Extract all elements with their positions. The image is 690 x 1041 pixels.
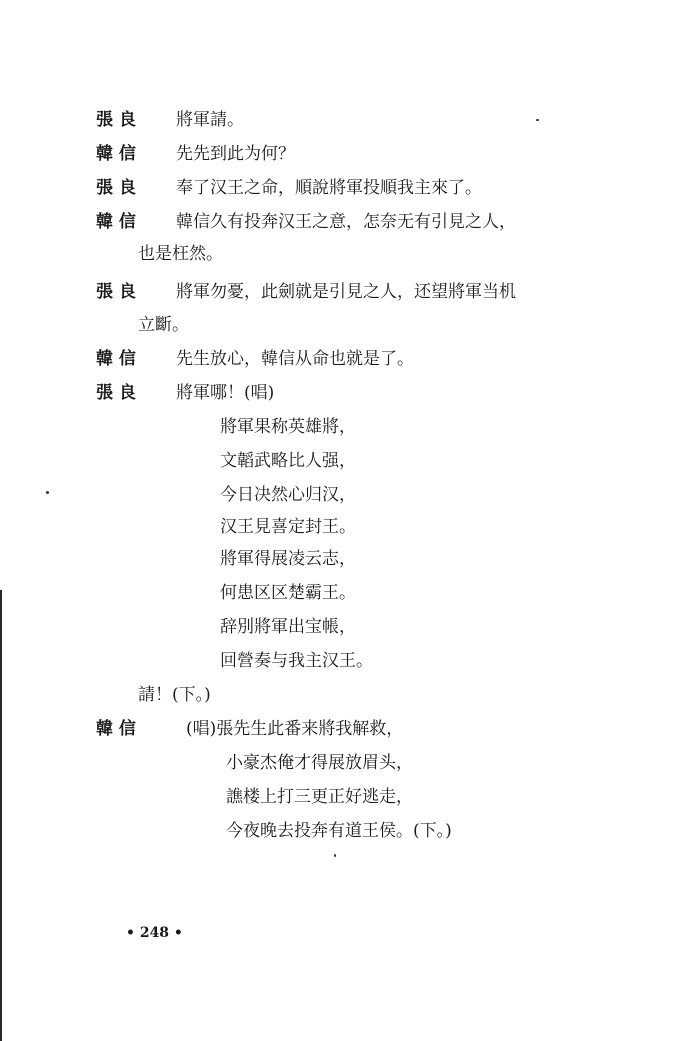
dialogue-text: 將軍勿憂，此劍就是引見之人，还望將軍当机 [176, 282, 516, 302]
dialogue-text: 將軍哪！(唱) [176, 383, 275, 403]
dialogue-text: 先生放心，韓信从命也就是了。 [176, 349, 414, 369]
speaker-label: 張 良 [96, 110, 136, 130]
song-verse: 將軍得展凌云志， [220, 549, 356, 569]
dialogue-text: 先先到此为何？ [176, 144, 295, 164]
song-verse: 辞別將軍出宝帳， [220, 617, 356, 637]
song-verse: 汉王見喜定封王。 [220, 517, 356, 537]
dialogue-text: 將軍請。 [176, 110, 244, 130]
page-number: • 248 • [126, 925, 183, 941]
stage-direction: 請！(下。) [138, 685, 211, 705]
song-verse: 回營奏与我主汉王。 [220, 651, 373, 671]
speaker-label: 韓 信 [96, 719, 136, 739]
dialogue-continuation: 立斷。 [138, 315, 189, 335]
song-verse: 將軍果称英雄將， [220, 417, 356, 437]
song-verse: 今日决然心归汉， [220, 485, 356, 505]
song-verse: 譙楼上打三更正好逃走， [226, 787, 413, 807]
scan-speck [334, 854, 336, 857]
speaker-label: 張 良 [96, 178, 136, 198]
song-verse: 小豪杰俺才得展放眉头， [226, 753, 413, 773]
scan-edge-line [0, 590, 2, 1041]
scan-speck [46, 491, 49, 494]
song-verse: 文韜武略比人强， [220, 451, 356, 471]
scan-speck [536, 119, 539, 121]
speaker-label: 韓 信 [96, 144, 136, 164]
speaker-label: 韓 信 [96, 212, 136, 232]
speaker-label: 張 良 [96, 282, 136, 302]
dialogue-text: 奉了汉王之命，順說將軍投順我主來了。 [176, 178, 482, 198]
song-verse: 何患区区楚霸王。 [220, 583, 356, 603]
dialogue-continuation: 也是枉然。 [138, 244, 223, 264]
dialogue-text: 韓信久有投奔汉王之意，怎奈无有引見之人， [176, 212, 516, 232]
song-verse: 今夜晚去投奔有道王侯。(下。) [226, 821, 452, 841]
speaker-label: 韓 信 [96, 349, 136, 369]
speaker-label: 張 良 [96, 383, 136, 403]
dialogue-text: (唱)張先生此番来將我解救， [186, 719, 404, 739]
